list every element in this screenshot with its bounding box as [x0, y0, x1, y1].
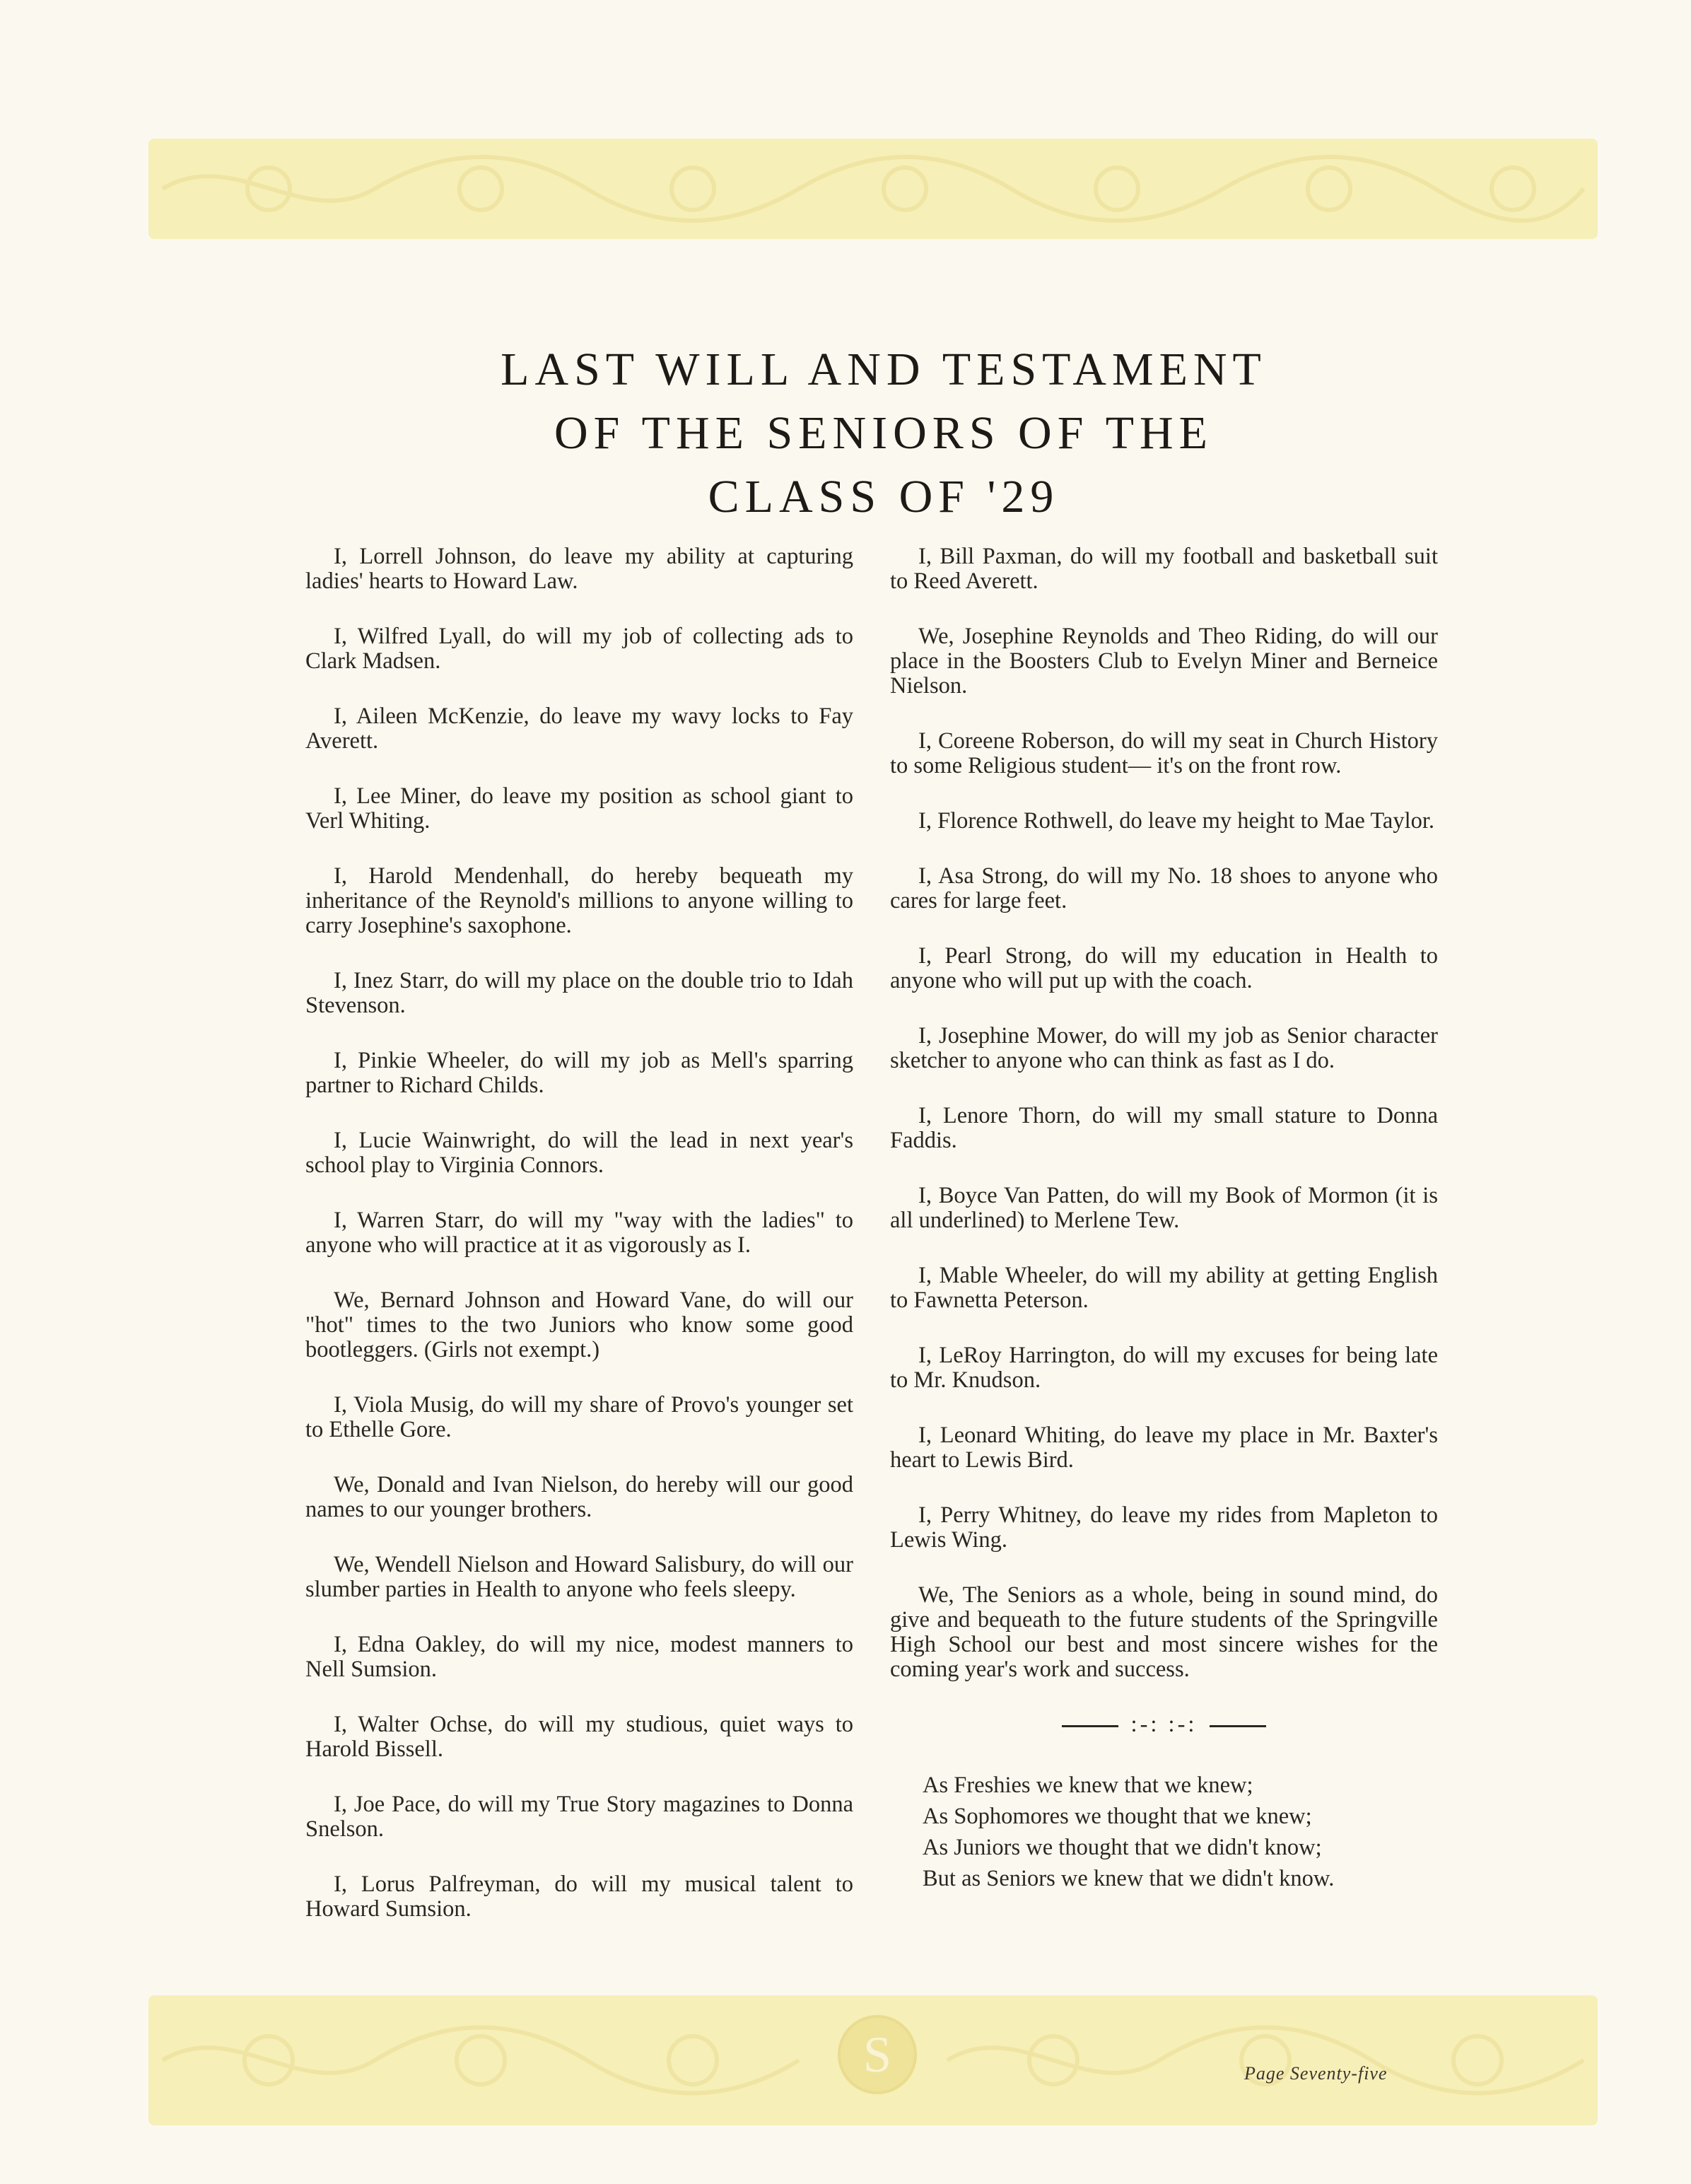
section-divider: [890, 1712, 1438, 1737]
poem-line: As Juniors we thought that we didn't know;: [923, 1835, 1322, 1860]
bequest-paragraph: I, Josephine Mower, do will my job as Senior character sketcher to anyone who can think as fast as I do.: [890, 1023, 1438, 1073]
bequest-paragraph: I, Mable Wheeler, do will my ability at getting English to Fawnetta Peterson.: [890, 1263, 1438, 1313]
poem-line: But as Seniors we knew that we didn't know.: [923, 1866, 1335, 1891]
bequest-paragraph: We, Bernard Johnson and Howard Vane, do will our "hot" times to the two Juniors who know some good bootleggers. (Girls not exempt.): [305, 1287, 853, 1362]
bequest-paragraph: I, Boyce Van Patten, do will my Book of Mormon (it is all underlined) to Merlene Tew.: [890, 1183, 1438, 1233]
bequest-paragraph: I, Edna Oakley, do will my nice, modest manners to Nell Sumsion.: [305, 1632, 853, 1682]
bequest-paragraph: I, Leonard Whiting, do leave my place in Mr. Baxter's heart to Lewis Bird.: [890, 1423, 1438, 1473]
title-line: OF THE SENIORS OF THE: [554, 407, 1213, 459]
bequest-paragraph: We, Donald and Ivan Nielson, do hereby will our good names to our younger brothers.: [305, 1472, 853, 1522]
bequest-paragraph: I, Pinkie Wheeler, do will my job as Mell's sparring partner to Richard Childs.: [305, 1048, 853, 1098]
bequest-paragraph: I, Bill Paxman, do will my football and basketball suit to Reed Averett.: [890, 544, 1438, 594]
bequest-paragraph: I, Wilfred Lyall, do will my job of collecting ads to Clark Madsen.: [305, 624, 853, 674]
bequest-paragraph: I, Lenore Thorn, do will my small stature to Donna Faddis.: [890, 1103, 1438, 1153]
bequest-paragraph: I, Asa Strong, do will my No. 18 shoes to anyone who cares for large feet.: [890, 863, 1438, 913]
bequest-paragraph: I, Lorrell Johnson, do leave my ability at capturing ladies' hearts to Howard Law.: [305, 544, 853, 594]
page-title: [375, 338, 1393, 529]
divider-rule: [1062, 1725, 1118, 1727]
left-column: [305, 544, 853, 1952]
bequest-paragraph: We, Wendell Nielson and Howard Salisbury, do will our slumber parties in Health to anyone who feels sleepy.: [305, 1552, 853, 1602]
bequest-paragraph: I, Inez Starr, do will my place on the double trio to Idah Stevenson.: [305, 968, 853, 1018]
title-line: CLASS OF '29: [708, 471, 1060, 522]
bequest-paragraph: I, Viola Musig, do will my share of Provo's younger set to Ethelle Gore.: [305, 1392, 853, 1442]
bequest-paragraph: I, Perry Whitney, do leave my rides from Mapleton to Lewis Wing.: [890, 1502, 1438, 1553]
decorative-header-band: [148, 139, 1598, 239]
title-line: LAST WILL AND TESTAMENT: [501, 344, 1267, 395]
bequest-paragraph: I, Walter Ochse, do will my studious, quiet ways to Harold Bissell.: [305, 1712, 853, 1762]
closing-poem: [890, 1770, 1438, 1894]
bequest-paragraph: We, Josephine Reynolds and Theo Riding, do will our place in the Boosters Club to Evelyn Miner and Berneice Nielson.: [890, 624, 1438, 699]
poem-line: As Freshies we knew that we knew;: [923, 1773, 1253, 1798]
bequest-paragraph: I, Harold Mendenhall, do hereby bequeath my inheritance of the Reynold's millions to anyone willing to carry Josephine's saxophone.: [305, 863, 853, 938]
page-number: Page Seventy-five: [1244, 2063, 1388, 2084]
right-column: [890, 544, 1438, 1894]
bequest-paragraph: I, Florence Rothwell, do leave my height to Mae Taylor.: [918, 808, 1435, 834]
school-emblem: S: [838, 2015, 917, 2094]
bequest-paragraph: I, Coreene Roberson, do will my seat in Church History to some Religious student— it's on the front row.: [890, 728, 1438, 778]
bequest-paragraph: I, Aileen McKenzie, do leave my wavy locks to Fay Averett.: [305, 703, 853, 754]
bequest-paragraph: I, LeRoy Harrington, do will my excuses for being late to Mr. Knudson.: [890, 1343, 1438, 1393]
scroll-ornament-icon: [148, 139, 1598, 239]
closing-paragraph: We, The Seniors as a whole, being in sound mind, do give and bequeath to the future students of the Springville High School our best and most sincere wishes for the coming year's work and success.: [890, 1582, 1438, 1682]
bequest-paragraph: I, Pearl Strong, do will my education in Health to anyone who will put up with the coach.: [890, 943, 1438, 993]
bequest-paragraph: I, Lucie Wainwright, do will the lead in next year's school play to Virginia Connors.: [305, 1128, 853, 1178]
divider-marks: :-: :-:: [1130, 1712, 1198, 1737]
bequest-paragraph: I, Lorus Palfreyman, do will my musical talent to Howard Sumsion.: [305, 1871, 853, 1922]
poem-line: As Sophomores we thought that we knew;: [923, 1804, 1312, 1829]
bequest-paragraph: I, Warren Starr, do will my "way with the ladies" to anyone who will practice at it as vigorously as I.: [305, 1208, 853, 1258]
bequest-paragraph: I, Joe Pace, do will my True Story magazines to Donna Snelson.: [305, 1792, 853, 1842]
bequest-paragraph: I, Lee Miner, do leave my position as school giant to Verl Whiting.: [305, 783, 853, 834]
divider-rule: [1210, 1725, 1266, 1727]
